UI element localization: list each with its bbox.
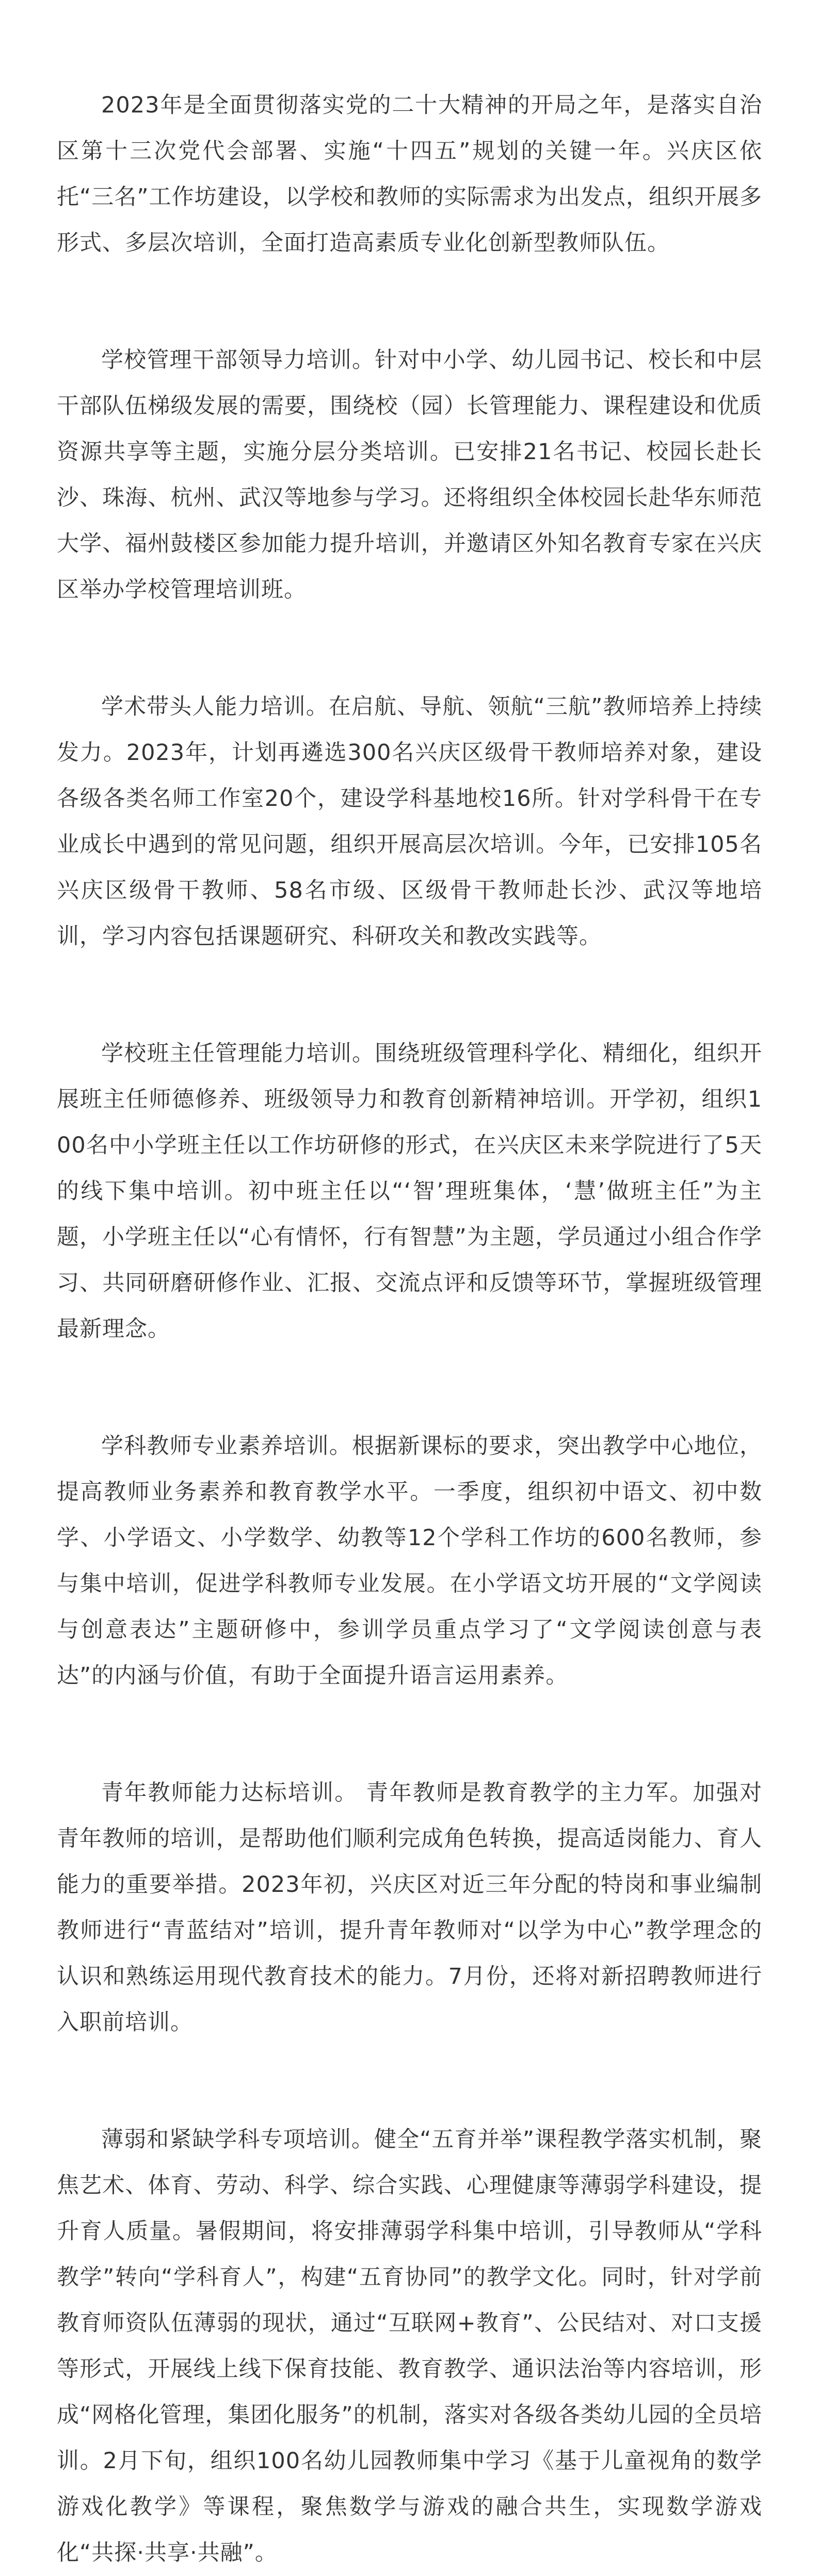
- paragraph-academic-leader-training: 学术带头人能力培训。在启航、导航、领航“三航”教师培养上持续发力。2023年，计划再遴选300名兴庆区级骨干教师培养对象，建设各级各类名师工作室20个，建设学科基地校16所。针对学科骨干在专业成长中遇到的常见问题，组织开展高层次培训。今年，已安排105名兴庆区级骨干教师、58名市级、区级骨干教师赴长沙、武汉等地培训，学习内容包括课题研究、科研攻关和教改实践等。: [57, 694, 762, 949]
- paragraph-intro: 2023年是全面贯彻落实党的二十大精神的开局之年，是落实自治区第十三次党代会部署、实施“十四五”规划的关键一年。兴庆区依托“三名”工作坊建设，以学校和教师的实际需求为出发点，组织开展多形式、多层次培训，全面打造高素质专业化创新型教师队伍。: [57, 92, 762, 256]
- paragraph-young-teacher-training: 青年教师能力达标培训。 青年教师是教育教学的主力军。加强对青年教师的培训，是帮助他们顺利完成角色转换，提高适岗能力、育人能力的重要举措。2023年初，兴庆区对近三年分配的特岗和事业编制教师进行“青蓝结对”培训，提升青年教师对“以学为中心”教学理念的认识和熟练运用现代教育技术的能力。7月份，还将对新招聘教师进行入职前培训。: [57, 1780, 762, 2035]
- paragraph-subject-teacher-training: 学科教师专业素养培训。根据新课标的要求，突出教学中心地位，提高教师业务素养和教育教学水平。一季度，组织初中语文、初中数学、小学语文、小学数学、幼教等12个学科工作坊的600名教师，参与集中培训，促进学科教师专业发展。在小学语文坊开展的“文学阅读与创意表达”主题研修中，参训学员重点学习了“文学阅读创意与表达”的内涵与价值，有助于全面提升语言运用素养。: [57, 1433, 762, 1689]
- paragraph-weak-subject-training: 薄弱和紧缺学科专项培训。健全“五育并举”课程教学落实机制，聚焦艺术、体育、劳动、科学、综合实践、心理健康等薄弱学科建设，提升育人质量。暑假期间，将安排薄弱学科集中培训，引导教师从“学科教学”转向“学科育人”，构建“五育协同”的教学文化。同时，针对学前教育师资队伍薄弱的现状，通过“互联网+教育”、公民结对、对口支援等形式，开展线上线下保育技能、教育教学、通识法治等内容培训，形成“网格化管理，集团化服务”的机制，落实对各级各类幼儿园的全员培训。2月下旬，组织100名幼儿园教师集中学习《基于儿童视角的数学游戏化教学》等课程，聚焦数学与游戏的融合共生，实现数学游戏化“共探·共享·共融”。: [57, 2127, 762, 2566]
- article-body: [57, 83, 762, 2576]
- paragraph-head-teacher-training: 学校班主任管理能力培训。围绕班级管理科学化、精细化，组织开展班主任师德修养、班级领导力和教育创新精神培训。开学初，组织100名中小学班主任以工作坊研修的形式，在兴庆区未来学院进行了5天的线下集中培训。初中班主任以“‘智’理班集体，‘慧’做班主任”为主题，小学班主任以“心有情怀，行有智慧”为主题，学员通过小组合作学习、共同研磨研修作业、汇报、交流点评和反馈等环节，掌握班级管理最新理念。: [57, 1041, 762, 1342]
- paragraph-management-training: 学校管理干部领导力培训。针对中小学、幼儿园书记、校长和中层干部队伍梯级发展的需要，围绕校（园）长管理能力、课程建设和优质资源共享等主题，实施分层分类培训。已安排21名书记、校园长赴长沙、珠海、杭州、武汉等地参与学习。还将组织全体校园长赴华东师范大学、福州鼓楼区参加能力提升培训，并邀请区外知名教育专家在兴庆区举办学校管理培训班。: [57, 347, 762, 603]
